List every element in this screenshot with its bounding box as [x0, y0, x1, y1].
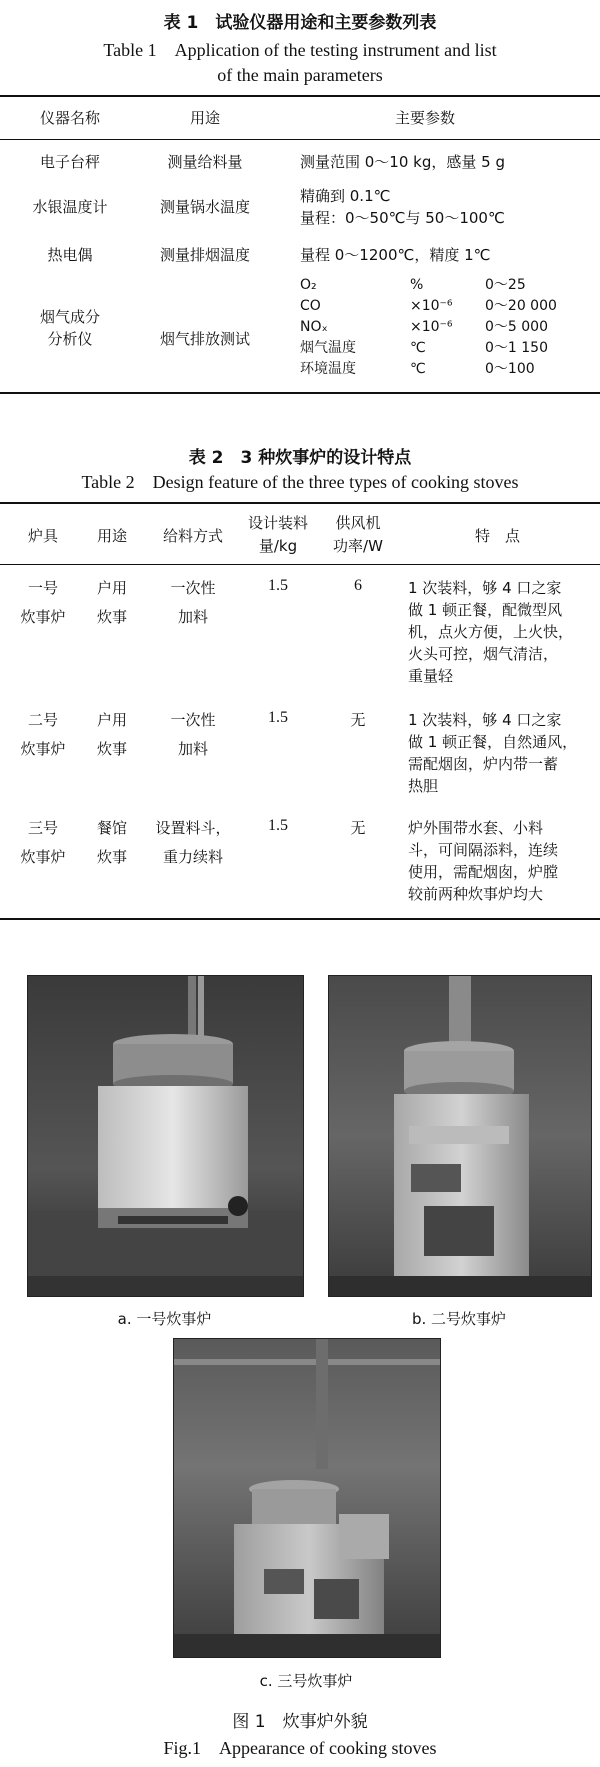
table2-row2-feature-line3: 需配烟囱，炉内带一蓄 — [408, 755, 559, 773]
table2-header-fan-line1: 供风机 — [335, 514, 381, 532]
table2-row1-feature-line4: 火头可控，烟气清洁， — [408, 645, 559, 663]
table1-row2-name: 水银温度计 — [32, 198, 108, 216]
param-unit: ×10⁻⁶ — [410, 298, 453, 314]
table2-row2-load: 1.5 — [268, 709, 288, 726]
table2-header-feature: 特 点 — [474, 527, 520, 545]
param-item: NOₓ — [300, 319, 328, 335]
table1-row4-name-line2: 分析仪 — [47, 330, 93, 348]
param-item: 环境温度 — [300, 361, 356, 377]
subcaption-b: b. 二号炊事炉 — [411, 1310, 507, 1328]
table1-row1-use: 测量给料量 — [167, 153, 243, 171]
table2-header-feed: 给料方式 — [162, 527, 223, 545]
table2-row2-feature-line1: 1 次装料，够 4 口之家 — [408, 711, 562, 729]
table2-row1-stove-line2: 炊事炉 — [20, 608, 66, 626]
param-range: 0～1 150 — [485, 340, 548, 356]
table2-row2-use-line2: 炊事 — [96, 740, 127, 758]
figure1-title-en: Fig.1 Appearance of cooking stoves — [163, 1738, 437, 1758]
table1-header-rule — [0, 139, 600, 140]
table1-row3-use: 测量排烟温度 — [159, 246, 250, 264]
table1-title-en-line1: Table 1 Application of the testing instrument and list — [103, 40, 497, 60]
table1-row2-param2: 量程：0～50℃与 50～100℃ — [300, 209, 505, 227]
table2-row3-feature-line2: 斗，可间隔添料，连续 — [408, 841, 559, 859]
table1-title-en-line2: of the main parameters — [217, 65, 383, 85]
table2-header-use: 用途 — [96, 527, 127, 545]
photo-stove-1 — [27, 975, 304, 1297]
photo-stove-2 — [328, 975, 592, 1297]
table2-row3-stove-line2: 炊事炉 — [20, 848, 66, 866]
photo-stove-3-image — [174, 1339, 440, 1657]
param-unit: ℃ — [410, 340, 426, 356]
table2-row3-feature-line3: 使用，需配烟囱，炉膛 — [408, 863, 559, 881]
photo-stove-3 — [173, 1338, 441, 1658]
figure1-title-cn: 图 1 炊事炉外貌 — [232, 1712, 368, 1732]
table2-row2-feature-line4: 热胆 — [408, 777, 439, 795]
table1-row1-params: 测量范围 0～10 kg，感量 5 g — [300, 153, 505, 171]
table2-row1-feature-line5: 重量轻 — [408, 667, 454, 685]
table2-row3-load: 1.5 — [268, 817, 288, 834]
table2-row2-feature-line2: 做 1 顿正餐，自然通风， — [408, 733, 578, 751]
table2-bottom-rule — [0, 918, 600, 920]
subcaption-c: c. 三号炊事炉 — [259, 1672, 353, 1690]
table2-title-cn: 表 2 3 种炊事炉的设计特点 — [188, 448, 412, 468]
param-unit: % — [410, 277, 424, 293]
table2-row2-feed-line1: 一次性 — [170, 711, 216, 729]
param-unit: ×10⁻⁶ — [410, 319, 453, 335]
table2-row1-feed-line2: 加料 — [177, 608, 208, 626]
table2-row1-load: 1.5 — [268, 577, 288, 594]
table2-row2-stove-line1: 二号 — [27, 711, 58, 729]
table2-header-load-line1: 设计装料 — [247, 514, 308, 532]
table2-header-load-line2: 量/kg — [258, 537, 298, 555]
subcaption-a: a. 一号炊事炉 — [117, 1310, 212, 1328]
param-range: 0～20 000 — [485, 298, 557, 314]
table2-row1-use-line2: 炊事 — [96, 608, 127, 626]
table1-title-cn: 表 1 试验仪器用途和主要参数列表 — [163, 13, 437, 33]
table2-row2-fan: 无 — [350, 711, 366, 729]
param-range: 0～100 — [485, 361, 535, 377]
param-unit: ℃ — [410, 361, 426, 377]
table2-row3-feed-line2: 重力续料 — [162, 848, 223, 866]
table2-row3-use-line2: 炊事 — [96, 848, 127, 866]
photo-stove-1-image — [28, 976, 303, 1296]
table1-header-use: 用途 — [189, 109, 220, 127]
table2-row1-stove-line1: 一号 — [27, 579, 58, 597]
table2-row1-use-line1: 户用 — [96, 579, 127, 597]
table2-row1-feature-line3: 机，点火方便，上火快， — [408, 623, 574, 641]
param-range: 0～5 000 — [485, 319, 548, 335]
table1-bottom-rule — [0, 392, 600, 394]
table2-row3-feature-line4: 较前两种炊事炉均大 — [408, 885, 544, 903]
param-item: CO — [300, 298, 321, 314]
table1-row3-params: 量程 0～1200℃，精度 1℃ — [300, 246, 491, 264]
table1-row2-use: 测量锅水温度 — [159, 198, 250, 216]
table2-row3-use-line1: 餐馆 — [96, 819, 127, 837]
table2-row2-use-line1: 户用 — [96, 711, 127, 729]
table1-row2-param1: 精确到 0.1℃ — [300, 187, 391, 205]
table1-row3-name: 热电偶 — [47, 246, 93, 264]
table2-row3-fan: 无 — [350, 819, 366, 837]
photo-stove-2-image — [329, 976, 591, 1296]
table2-header-stove: 炉具 — [27, 527, 58, 545]
param-item: O₂ — [300, 277, 317, 293]
table1-row1-name: 电子台秤 — [39, 153, 100, 171]
table2-row1-feature-line1: 1 次装料，够 4 口之家 — [408, 579, 562, 597]
table1-header-name: 仪器名称 — [39, 109, 100, 127]
table2-row1-fan: 6 — [354, 577, 362, 594]
table2-row1-feed-line1: 一次性 — [170, 579, 216, 597]
table2-row3-stove-line1: 三号 — [27, 819, 58, 837]
table2-row1-feature-line2: 做 1 顿正餐，配微型风 — [408, 601, 563, 619]
table2-header-rule — [0, 564, 600, 565]
table2-top-rule — [0, 502, 600, 504]
table1-row4-name-line1: 烟气成分 — [39, 308, 100, 326]
table2-row2-stove-line2: 炊事炉 — [20, 740, 66, 758]
table2-row2-feed-line2: 加料 — [177, 740, 208, 758]
table2-header-fan-line2: 功率/W — [333, 537, 383, 555]
param-item: 烟气温度 — [300, 340, 356, 356]
table1-row4-use: 烟气排放测试 — [159, 330, 250, 348]
table2-row3-feed-line1: 设置料斗， — [155, 819, 231, 837]
table2-title-en: Table 2 Design feature of the three types of cooking stoves — [81, 472, 519, 492]
table1-top-rule — [0, 95, 600, 97]
table2-row3-feature-line1: 炉外围带水套、小料 — [408, 819, 544, 837]
param-range: 0～25 — [485, 277, 526, 293]
table1-header-params: 主要参数 — [394, 109, 455, 127]
